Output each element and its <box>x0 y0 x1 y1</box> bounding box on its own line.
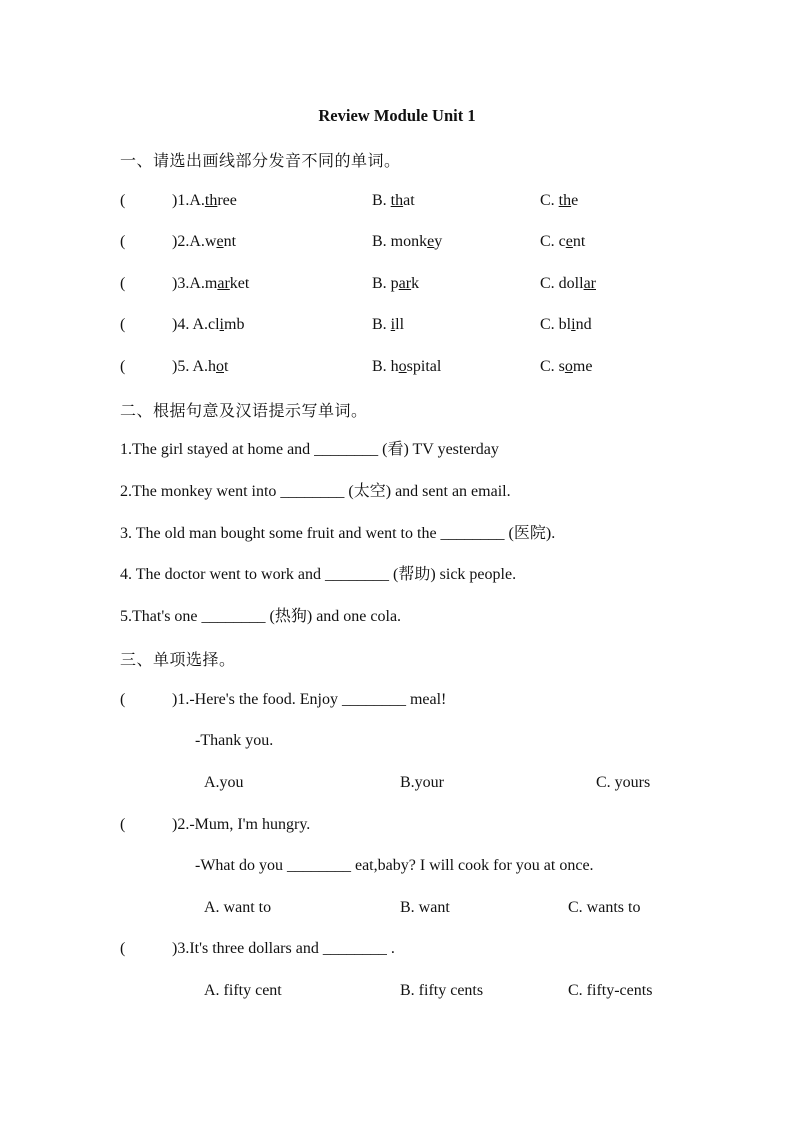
option-c <box>540 313 592 337</box>
word-part: bl <box>558 316 572 333</box>
option-a-word <box>205 275 249 292</box>
word-part: h <box>208 358 216 375</box>
question-number: )3.A. <box>172 275 205 292</box>
option-letter: C. <box>540 275 559 292</box>
option-b <box>372 189 415 213</box>
option-b <box>372 355 441 379</box>
option-a-word <box>208 316 244 333</box>
fill-in-question-3: 3. The old man bought some fruit and went to the ________ (医院). <box>120 525 556 542</box>
option-c <box>540 189 578 213</box>
underlined-letters: o <box>216 358 224 375</box>
underlined-letters: i <box>219 316 224 333</box>
section-3-heading: 三、单项选择。 <box>120 652 236 669</box>
word-part: y <box>434 233 443 250</box>
question-number: )2.A. <box>172 233 205 250</box>
option-a <box>172 189 237 213</box>
option-b <box>372 230 442 254</box>
option-a-word <box>205 192 237 209</box>
option-b: B.your <box>400 774 444 791</box>
answer-paren: ( <box>120 940 126 957</box>
option-a: A. fifty cent <box>204 982 282 999</box>
underlined-letters: i <box>571 316 576 333</box>
answer-paren: ( <box>120 816 126 833</box>
word-part: k <box>411 275 420 292</box>
option-c-word <box>559 316 592 333</box>
word-part: cl <box>208 316 220 333</box>
underlined-letters: i <box>390 316 396 333</box>
word-part: nd <box>575 316 592 333</box>
word-part: c <box>558 233 566 250</box>
question-reply: -What do you ________ eat,baby? I will cook for you at once. <box>195 857 594 874</box>
option-b-word <box>391 358 442 375</box>
word-part: nt <box>223 233 237 250</box>
option-letter: B. <box>372 275 391 292</box>
option-letter: B. <box>372 192 391 209</box>
answer-paren: ( <box>120 192 126 209</box>
question-number: )5. A. <box>172 358 208 375</box>
fill-in-question-4: 4. The doctor went to work and ________ (帮助) sick people. <box>120 566 517 583</box>
question-number: )1.A. <box>172 192 205 209</box>
word-part: t <box>224 358 229 375</box>
underlined-letters: e <box>216 233 224 250</box>
option-a <box>172 313 244 337</box>
option-a-word <box>208 358 228 375</box>
section-2-heading: 二、根据句意及汉语提示写单词。 <box>120 403 368 420</box>
word-part: nt <box>572 233 586 250</box>
option-letter: C. <box>540 233 559 250</box>
answer-paren: ( <box>120 233 126 250</box>
underlined-letters: th <box>558 192 572 209</box>
option-a: A.you <box>204 774 244 791</box>
word-part: spital <box>406 358 442 375</box>
answer-paren: ( <box>120 275 126 292</box>
answer-paren: ( <box>120 691 126 708</box>
word-part: me <box>572 358 593 375</box>
underlined-letters: o <box>564 358 573 375</box>
underlined-letters: ar <box>398 275 412 292</box>
section-1-heading: 一、请选出画线部分发音不同的单词。 <box>120 153 401 170</box>
underlined-letters: th <box>390 192 404 209</box>
option-c-word <box>559 358 593 375</box>
option-c: C. wants to <box>568 899 641 916</box>
question-number: )4. A. <box>172 316 208 333</box>
word-part: ket <box>229 275 250 292</box>
option-a <box>172 355 228 379</box>
underlined-letters: ar <box>583 275 596 292</box>
option-letter: B. <box>372 233 391 250</box>
option-letter: C. <box>540 358 559 375</box>
option-c <box>540 355 592 379</box>
option-letter: C. <box>540 192 559 209</box>
option-a <box>172 272 249 296</box>
answer-paren: ( <box>120 316 126 333</box>
question-stem: )1.-Here's the food. Enjoy ________ meal! <box>172 691 447 708</box>
word-part: m <box>204 275 218 292</box>
option-a-word <box>205 233 236 250</box>
word-part: w <box>204 233 217 250</box>
option-b-word <box>391 192 415 209</box>
option-b-word <box>391 233 443 250</box>
option-b <box>372 272 419 296</box>
underlined-letters: th <box>204 192 218 209</box>
option-a <box>172 230 236 254</box>
option-c: C. fifty-cents <box>568 982 653 999</box>
word-part: at <box>403 192 415 209</box>
underlined-letters: e <box>565 233 573 250</box>
word-part: e <box>571 192 579 209</box>
option-b: B. fifty cents <box>400 982 484 999</box>
underlined-letters: ar <box>217 275 230 292</box>
underlined-letters: e <box>427 233 435 250</box>
option-c-word <box>559 192 579 209</box>
option-c: C. yours <box>596 774 651 791</box>
underlined-letters: o <box>398 358 407 375</box>
answer-paren: ( <box>120 358 126 375</box>
option-c <box>540 230 585 254</box>
fill-in-question-5: 5.That's one ________ (热狗) and one cola. <box>120 608 402 625</box>
word-part: doll <box>558 275 584 292</box>
word-part: ll <box>395 316 405 333</box>
fill-in-question-1: 1.The girl stayed at home and ________ (看) TV yesterday <box>120 441 499 458</box>
option-b-word <box>391 316 404 333</box>
option-c <box>540 272 596 296</box>
word-part: mb <box>224 316 245 333</box>
option-c-word <box>559 233 586 250</box>
option-b: B. want <box>400 899 450 916</box>
word-part: s <box>558 358 565 375</box>
fill-in-question-2: 2.The monkey went into ________ (太空) and sent an email. <box>120 483 511 500</box>
question-stem: )2.-Mum, I'm hungry. <box>172 816 311 833</box>
option-b <box>372 313 404 337</box>
option-letter: C. <box>540 316 559 333</box>
page-title: Review Module Unit 1 <box>318 106 476 125</box>
word-part: ree <box>217 192 237 209</box>
option-letter: B. <box>372 316 391 333</box>
word-part: monk <box>390 233 428 250</box>
option-letter: B. <box>372 358 391 375</box>
option-c-word <box>559 275 596 292</box>
question-stem: )3.It's three dollars and ________ . <box>172 940 395 957</box>
question-reply: -Thank you. <box>195 732 274 749</box>
option-b-word <box>391 275 419 292</box>
word-part: h <box>390 358 399 375</box>
word-part: p <box>390 275 399 292</box>
option-a: A. want to <box>204 899 272 916</box>
